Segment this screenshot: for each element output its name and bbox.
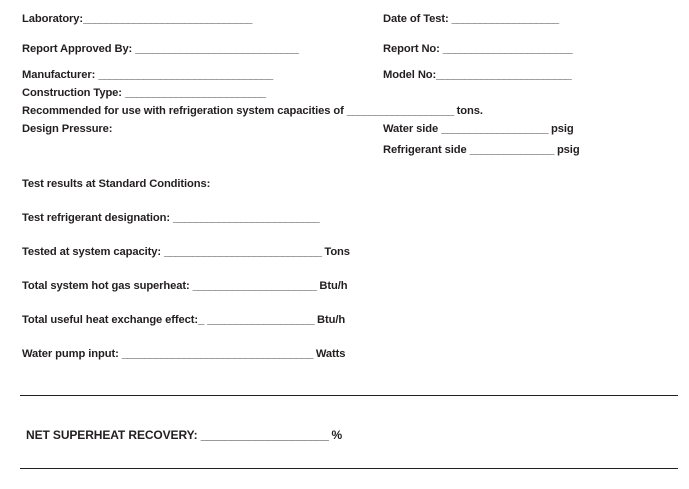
field-water-side-pressure-blank[interactable]: ___________________ <box>441 123 549 135</box>
field-report-approved-by-label: Report Approved By: <box>22 43 133 55</box>
test-results-heading-text: Test results at Standard Conditions: <box>22 178 211 190</box>
field-manufacturer-blank[interactable]: _______________________________ <box>98 69 273 81</box>
field-date-of-test <box>383 12 558 26</box>
field-model-no <box>383 68 571 82</box>
field-recommended-capacities-label: Recommended for use with refrigeration system capacities of <box>22 105 344 117</box>
field-report-approved-by-blank[interactable]: _____________________________ <box>135 43 299 55</box>
field-water-side-pressure <box>383 122 574 136</box>
field-recommended-capacities-unit: tons. <box>456 105 483 117</box>
field-total-system-hot-gas-superheat <box>22 279 347 293</box>
field-water-pump-input-unit: Watts <box>315 348 346 360</box>
field-date-of-test-blank[interactable]: ___________________ <box>451 13 559 25</box>
field-test-refrigerant-designation <box>22 211 319 225</box>
field-report-no <box>383 42 572 56</box>
field-total-system-hot-gas-superheat-unit: Btu/h <box>319 280 348 292</box>
field-tested-at-system-capacity-blank[interactable]: ____________________________ <box>163 246 322 258</box>
field-laboratory-label: Laboratory: <box>22 13 84 25</box>
field-total-system-hot-gas-superheat-label: Total system hot gas superheat: <box>22 280 190 292</box>
field-report-no-blank[interactable]: _______________________ <box>442 43 573 55</box>
field-construction-type-blank[interactable]: _________________________ <box>124 87 266 99</box>
field-recommended-capacities <box>22 104 483 118</box>
field-total-useful-heat-exchange-effect-label: Total useful heat exchange effect:_ <box>22 314 205 326</box>
field-model-no-blank[interactable]: ________________________ <box>436 69 572 81</box>
field-date-of-test-label: Date of Test: <box>383 13 449 25</box>
field-test-refrigerant-designation-blank[interactable]: __________________________ <box>172 212 320 224</box>
field-test-refrigerant-designation-label: Test refrigerant designation: <box>22 212 170 224</box>
field-water-pump-input-label: Water pump input: <box>22 348 119 360</box>
divider-top <box>20 395 678 396</box>
field-tested-at-system-capacity-unit: Tons <box>324 246 350 258</box>
field-total-system-hot-gas-superheat-blank[interactable]: ______________________ <box>192 280 317 292</box>
field-net-superheat-recovery <box>26 428 342 442</box>
field-water-pump-input-blank[interactable]: __________________________________ <box>121 348 313 360</box>
field-laboratory <box>22 12 252 26</box>
field-refrigerant-side-pressure <box>383 143 580 157</box>
field-water-side-pressure-label: Water side <box>383 123 439 135</box>
field-net-superheat-recovery-label: NET SUPERHEAT RECOVERY: <box>26 428 198 442</box>
design-pressure-label-text: Design Pressure: <box>22 123 113 135</box>
field-total-useful-heat-exchange-effect-blank[interactable]: ___________________ <box>207 314 315 326</box>
field-total-useful-heat-exchange-effect-unit: Btu/h <box>317 314 346 326</box>
field-net-superheat-recovery-unit: % <box>331 428 343 442</box>
field-manufacturer-label: Manufacturer: <box>22 69 96 81</box>
field-report-no-label: Report No: <box>383 43 440 55</box>
field-construction-type <box>22 86 266 100</box>
field-water-pump-input <box>22 347 345 361</box>
field-laboratory-blank[interactable]: ______________________________ <box>83 13 252 25</box>
field-tested-at-system-capacity-label: Tested at system capacity: <box>22 246 161 258</box>
field-refrigerant-side-pressure-unit: psig <box>556 144 580 156</box>
field-refrigerant-side-pressure-blank[interactable]: _______________ <box>469 144 554 156</box>
field-model-no-label: Model No: <box>383 69 437 81</box>
field-total-useful-heat-exchange-effect <box>22 313 345 327</box>
field-refrigerant-side-pressure-label: Refrigerant side <box>383 144 467 156</box>
field-tested-at-system-capacity <box>22 245 350 259</box>
field-net-superheat-recovery-blank[interactable]: _____________________ <box>200 428 329 442</box>
test-results-heading <box>22 177 210 191</box>
field-report-approved-by <box>22 42 298 56</box>
field-construction-type-label: Construction Type: <box>22 87 122 99</box>
field-manufacturer <box>22 68 273 82</box>
field-water-side-pressure-unit: psig <box>551 123 574 135</box>
field-recommended-capacities-blank[interactable]: ___________________ <box>346 105 454 117</box>
divider-bottom <box>20 468 678 469</box>
design-pressure-label <box>22 122 112 136</box>
